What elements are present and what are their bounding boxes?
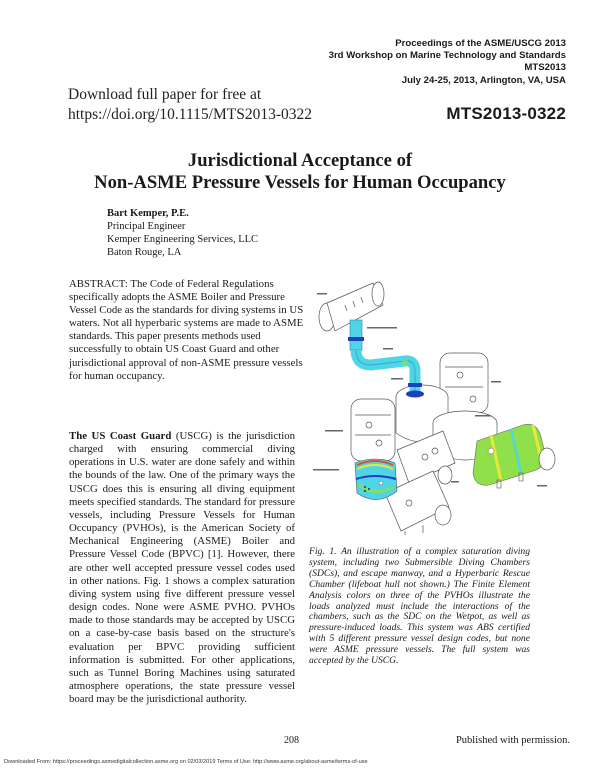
proceedings-line: 3rd Workshop on Marine Technology and Standards <box>328 50 566 62</box>
author-role: Principal Engineer <box>107 221 186 232</box>
section-lead: The US Coast Guard <box>69 430 172 442</box>
diving-system-drawing-icon <box>305 275 585 535</box>
figure-caption: Fig. 1. An illustration of a complex saturation diving system, including two Submersible Diving Chambers (SDCs), and escape manway, and a Hyperbaric Rescue Chamber (lifeboat hull not shown.) The Finite Element Analysis colors on three of the PVHOs illustrate the loads analyzed must include the interactions of the chambers, such as the SDC on the Wetpot, as well as pressure-induced loads. This system was ABS certified with 5 different pressure vessel design codes, but none were ASME pressure vessels. The full system was accepted by the USCG. <box>309 546 530 667</box>
proceedings-line: Proceedings of the ASME/USCG 2013 <box>395 38 566 49</box>
proceedings-line: MTS2013 <box>524 62 566 74</box>
download-text: Download full paper for free at <box>68 86 262 103</box>
author-location: Baton Rouge, LA <box>107 247 182 258</box>
permission-notice: Published with permission. <box>455 735 570 746</box>
proceedings-line: July 24-25, 2013, Arlington, VA, USA <box>401 74 566 86</box>
download-terms-footer[interactable]: Downloaded From: https://proceedings.asmedigitalcollection.asme.org on 02/03/2019 Terms of Use: http://www.asme.org/about-asme/terms-of-use <box>4 759 368 765</box>
body-paragraph <box>69 430 295 706</box>
title-line-1: Jurisdictional Acceptance of <box>187 150 413 171</box>
author-block <box>107 207 258 259</box>
author-company: Kemper Engineering Services, LLC <box>107 234 259 245</box>
paper-title <box>0 150 600 194</box>
download-notice[interactable] <box>68 85 312 125</box>
paper-id: MTS2013-0322 <box>446 104 566 123</box>
title-line-2: Non-ASME Pressure Vessels for Human Occupancy <box>94 172 506 193</box>
figure-1-illustration <box>305 275 585 535</box>
page-number: 208 <box>284 735 299 746</box>
doi-link[interactable]: https://doi.org/10.1115/MTS2013-0322 <box>68 106 312 123</box>
abstract: ABSTRACT: The Code of Federal Regulations specifically adopts the ASME Boiler and Pressure Vessel Code as the standards for diving systems in US waters. Not all hyperbaric systems are made to ASME standards. This paper presents methods used successfully to obtain US Coast Guard and other jurisdictional approval of non-ASME pressure vessels for human occupancy. <box>69 278 304 382</box>
paragraph-text: (USCG) is the jurisdiction charged with ensuring commercial diving operations in U.S. water are done safely and within the bounds of the law. One of the primary ways the USCG does this is ensuring all diving equipment meets specified standards. The standard for pressure vessels, including Pressure Vessels for Human Occupancy (PVHOs), is the American Society of Mechanical Engineering (ASME) Boiler and Pressure Vessel Code (BPVC) [1]. However, there are other well accepted pressure vessel codes used in other nations. Fig. 1 shows a complex saturation diving system using five different pressure vessel design codes. None were ASME PVHO. PVHOs made to those standards may be accepted by USCG on a case-by-case basis based on the structure's evaluation per BPVC providing sufficient information is submitted. For other applications, such as Tunnel Boring Machines using saturated atmosphere operations, the state pressure vessel board may be the jurisdictional authority. <box>69 430 295 706</box>
author-name: Bart Kemper, P.E. <box>107 208 189 219</box>
proceedings-header <box>329 38 566 87</box>
